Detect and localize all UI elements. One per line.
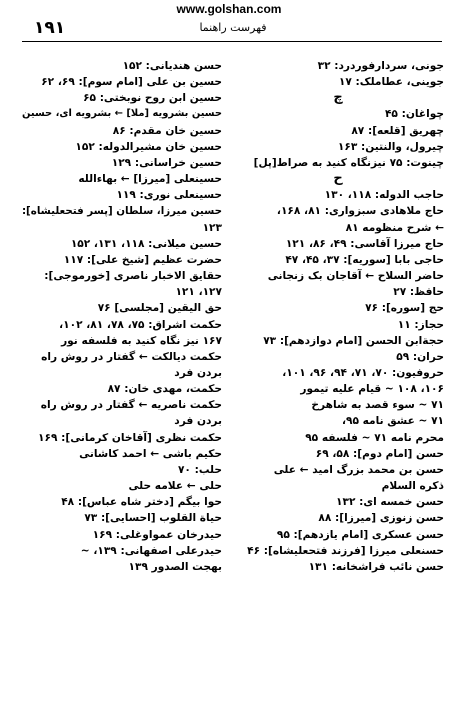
index-entry: ۷۱ ~ سوء قصد به شاهرخ (311, 399, 444, 412)
index-entry: حق الیقین [مجلسی] ۷۶ (97, 302, 222, 315)
index-entry: چیرول، والنتین: ۱۶۳ (337, 140, 444, 153)
index-entry: حسینعلی [میرزا] ← بهاءالله (78, 173, 222, 186)
index-entry: حاجی بابا [سوریه]: ۳۷، ۴۵، ۴۷ (285, 253, 444, 266)
index-entry: حجاز: ۱۱ (397, 318, 444, 331)
index-entry: ← شرح منظومه ۸۱ (345, 221, 444, 234)
index-entry: حسنعلی میرزا [فرزند فتحعلیشاه]: ۴۶ (247, 544, 444, 557)
index-entry: ۱۲۳ (202, 221, 222, 234)
index-entry: جوینی، عطاملک: ۱۷ (338, 76, 444, 89)
index-entry: حکیم باشی ← احمد کاشانی (79, 447, 222, 460)
letter-heading: ح (333, 171, 343, 187)
index-column-left (22, 58, 222, 722)
index-entry: حسن نائب فراشخانه: ۱۳۱ (308, 560, 444, 573)
index-entry: حسین خان مشیرالدوله: ۱۵۲ (75, 140, 222, 153)
index-column-right (232, 58, 444, 722)
index-entry: حسین بشرویه [ملا] ← بشرویه ای، حسین (22, 108, 222, 120)
index-entry: ۱۶۷ نیز نگاه کنید به فلسفه نور (61, 334, 222, 347)
index-entry: چینوت: ۷۵ نیزنگاه کنید به صراط[پل] (253, 156, 444, 169)
index-entry: محرم نامه ۷۱ ~ فلسفه ۹۵ (305, 431, 444, 444)
index-entry: بردن فرد (174, 415, 222, 428)
index-entry: حجةابن الحسن [امام دوازدهم]: ۷۳ (263, 334, 444, 347)
index-entry: ذکره السلام (381, 480, 444, 493)
index-entry: حاج میرزا آقاسی: ۴۹، ۸۶، ۱۲۱ (285, 237, 444, 250)
index-entry: حران: ۵۹ (396, 350, 444, 363)
index-entry: حسین خراسانی: ۱۲۹ (111, 156, 222, 169)
index-entry: حسین میرزا، سلطان [پسر فتحعلیشاه]: (22, 205, 222, 218)
index-entry: جونی، سردارفوردرد: ۳۲ (317, 60, 444, 72)
page-number: ۱۹۱ (34, 18, 66, 38)
index-entry: حروفیون: ۷۰، ۷۱، ۹۴، ۹۶، ۱۰۱، (282, 366, 444, 379)
index-entry: حقایق الاخبار ناصری [خورموجی]: (44, 270, 222, 283)
index-entry: چواغان: ۴۵ (384, 108, 444, 121)
index-entry: حسین خان مقدم: ۸۶ (112, 124, 222, 137)
index-entry: حیدرخان عمواوغلی: ۱۶۹ (92, 528, 222, 541)
index-entry: حسن خمسه ای: ۱۳۲ (336, 496, 444, 509)
index-entry: ۷۱ ~ عشق نامه ۹۵، (341, 415, 444, 428)
running-head: فهرست راهنما (199, 21, 267, 34)
index-entry: حوا بیگم [دختر شاه عباس]: ۴۸ (61, 496, 222, 509)
letter-heading: چ (333, 90, 343, 106)
index-entry: حسین ابن روح نوبختی: ۶۵ (83, 92, 222, 105)
page-header (34, 18, 432, 38)
index-entry: حاج ملاهادی سبزواری: ۸۱، ۱۶۸، (276, 205, 444, 218)
index-entry: حکمت، مهدی خان: ۸۷ (107, 383, 222, 396)
index-entry: حج [سوره]: ۷۶ (365, 302, 444, 315)
index-entry: حکمت ناصریه ← گفتار در روش راه (40, 399, 222, 412)
index-entry: حسن بن محمد بزرگ امید ← علی (273, 463, 444, 476)
index-entry: بهجت الصدور ۱۳۹ (128, 560, 222, 573)
index-entry: حکمت دیالکت ← گفتار در روش راه (41, 350, 222, 363)
index-entry: حسن زنوزی [میرزا]: ۸۸ (318, 512, 444, 525)
index-entry: حسن هندیانی: ۱۵۲ (122, 60, 222, 72)
index-entry: حکمت اشراق: ۷۵، ۷۸، ۸۱، ۱۰۲، (59, 318, 222, 331)
index-entry: حسن عسکری [امام یازدهم]: ۹۵ (276, 528, 444, 541)
index-entry: حیدرعلی اصفهانی: ۱۳۹، ~ (80, 544, 222, 557)
index-entry: حافظ: ۲۷ (393, 286, 444, 299)
index-entry: حاضر السلاح ← آقاجان بک زنجانی (267, 270, 444, 283)
index-entry: ۱۲۷، ۱۲۱ (175, 286, 222, 299)
index-entry: ۱۰۶، ۱۰۸ ~ قیام علیه تیمور (300, 383, 444, 396)
index-entry: حلب: ۷۰ (177, 463, 222, 476)
index-entry: حسین میلانی: ۱۱۸، ۱۳۱، ۱۵۲ (70, 237, 222, 250)
header-rule (22, 41, 442, 42)
index-entry: چهریق [قلعه]: ۸۷ (351, 124, 444, 137)
index-entry: حیاة القلوب [احسایی]: ۷۳ (84, 512, 222, 525)
index-entry: حضرت عظیم [شیخ علی]: ۱۱۷ (63, 253, 222, 266)
index-entry: حلی ← علامه حلی (128, 480, 222, 493)
index-entry: حسینعلی نوری: ۱۱۹ (116, 189, 222, 202)
site-watermark: www.golshan.com (176, 2, 282, 16)
index-entry: بردن فرد (174, 366, 222, 379)
index-entry: حسن [امام دوم]: ۵۸، ۶۹ (315, 447, 444, 460)
index-entry: حاجب الدوله: ۱۱۸، ۱۳۰ (324, 189, 444, 202)
index-entry: حکمت نظری [آقاخان کرمانی]: ۱۶۹ (38, 431, 222, 444)
index-entry: حسین بن علی [امام سوم]: ۶۹، ۶۲ (41, 76, 222, 89)
